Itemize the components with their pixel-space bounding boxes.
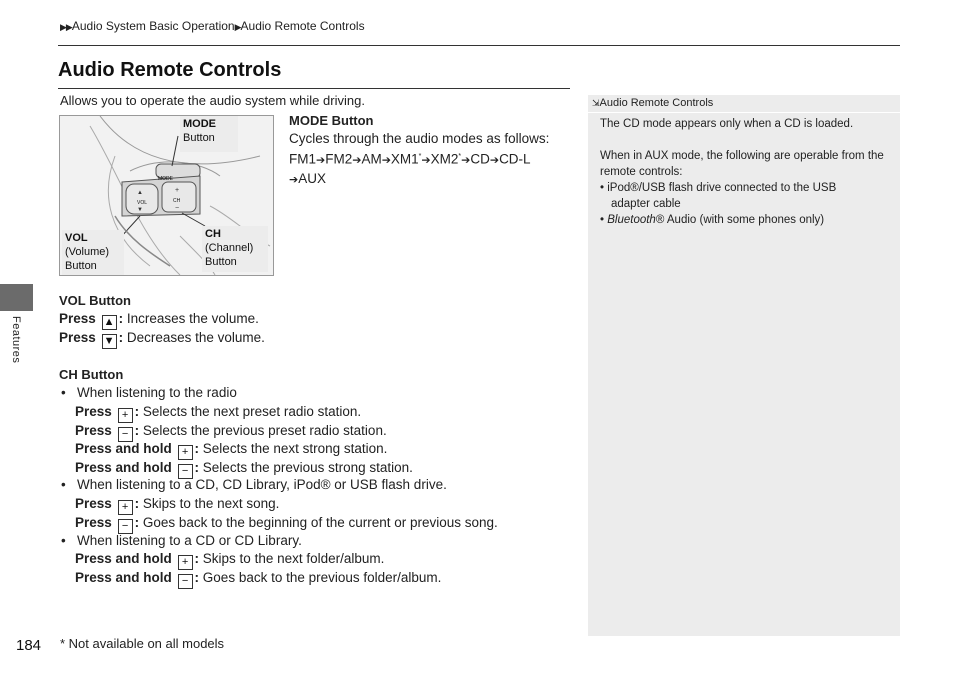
bullet-item: • When listening to a CD, CD Library, iPod® or USB flash drive. <box>61 477 447 492</box>
colon: : <box>194 441 200 456</box>
vol-callout <box>62 230 124 275</box>
mode-callout-bold: MODE <box>183 118 216 130</box>
press-label: Press and hold <box>75 569 172 585</box>
divider <box>58 45 900 46</box>
colon: : <box>194 459 200 475</box>
ch-row <box>75 441 387 460</box>
ch-row <box>75 515 498 534</box>
sidebar-list-text: ® Audio (with some phones only) <box>655 214 825 226</box>
colon: : <box>134 422 140 438</box>
press-label: Press <box>75 422 112 438</box>
ch-heading: CH Button <box>59 367 124 382</box>
press-label: Press <box>59 330 96 345</box>
minus-icon: − <box>118 519 133 534</box>
mode-button-glyph: MODE <box>158 176 173 182</box>
breadcrumb <box>60 19 365 33</box>
intro-text: Allows you to operate the audio system while driving. <box>60 93 365 108</box>
down-triangle-icon: ▼ <box>102 334 117 349</box>
ch-row-text: Selects the next preset radio station. <box>139 404 362 419</box>
mode-description <box>289 130 574 189</box>
mode-callout-rest: Button <box>183 132 215 144</box>
sidebar-paragraph: When in AUX mode, the following are operable from the remote controls: <box>600 150 884 178</box>
mode-line1: Cycles through the audio modes as follows: <box>289 131 550 146</box>
mode-item: FM2 <box>325 151 353 167</box>
colon: : <box>194 569 200 585</box>
arrow-right-icon: ➔ <box>461 154 471 167</box>
press-label: Press <box>75 514 112 530</box>
sidebar-heading-text: Audio Remote Controls <box>599 97 714 109</box>
ch-row-text: Skips to the next song. <box>139 496 280 511</box>
press-label: Press and hold <box>75 459 172 475</box>
asterisk: * <box>458 153 462 160</box>
bullet-item: • When listening to the radio <box>61 385 237 400</box>
ch-callout <box>202 226 268 272</box>
mode-item: AUX <box>298 170 326 186</box>
footnote: * Not available on all models <box>60 636 225 651</box>
arrow-right-icon: ➔ <box>352 154 362 167</box>
plus-icon: + <box>118 408 133 423</box>
mode-item: CD <box>470 151 490 167</box>
sidebar-list-item: • Bluetooth® Audio (with some phones only) <box>600 214 825 226</box>
ch-button-glyph: CH <box>173 198 181 204</box>
breadcrumb-item[interactable]: Audio Remote Controls <box>240 19 365 33</box>
minus-icon: − <box>118 427 133 442</box>
mode-sequence <box>289 148 574 189</box>
mode-callout <box>180 116 238 152</box>
vol-row <box>59 311 259 330</box>
arrow-right-icon: ➔ <box>289 173 299 186</box>
arrow-right-icon: ➔ <box>489 154 500 167</box>
colon: : <box>134 404 140 419</box>
press-label: Press <box>59 311 96 326</box>
vol-callout-l3: Button <box>65 260 97 272</box>
ch-row <box>75 460 413 479</box>
sidebar-heading <box>592 97 713 109</box>
steering-wheel-figure <box>59 115 274 276</box>
page-title: Audio Remote Controls <box>58 59 282 81</box>
reference-arrow-icon: ⇲ <box>592 98 600 108</box>
colon: : <box>194 551 200 566</box>
ch-callout-bold: CH <box>205 228 221 240</box>
ch-row-text: Skips to the next folder/album. <box>199 551 385 566</box>
svg-text:▼: ▼ <box>137 207 143 213</box>
colon: : <box>118 311 124 326</box>
vol-callout-bold: VOL <box>65 232 88 244</box>
press-label: Press and hold <box>75 441 172 456</box>
ch-row-text: Goes back to the previous folder/album. <box>199 569 442 585</box>
sidebar-note <box>588 95 900 636</box>
mode-item: XM2 <box>430 151 459 167</box>
colon: : <box>134 514 140 530</box>
svg-text:−: − <box>175 205 180 212</box>
mode-heading: MODE Button <box>289 113 374 128</box>
ch-row <box>75 570 441 589</box>
sidebar-paragraph: The CD mode appears only when a CD is loaded. <box>600 118 854 130</box>
vol-row-text: Increases the volume. <box>123 311 259 326</box>
press-label: Press and hold <box>75 551 172 566</box>
colon: : <box>118 330 124 345</box>
ch-row-text: Selects the previous strong station. <box>199 459 413 475</box>
mode-item: CD-L <box>499 151 531 167</box>
sidebar-list-text: iPod®/USB flash drive connected to the USB adapter cable <box>607 182 837 210</box>
asterisk: * <box>418 153 422 160</box>
section-tab[interactable] <box>0 284 33 311</box>
plus-icon: + <box>178 555 193 570</box>
arrow-right-icon: ➔ <box>316 154 326 167</box>
bullet-text: When listening to the radio <box>76 385 237 400</box>
up-triangle-icon: ▲ <box>102 315 117 330</box>
vol-callout-l2: (Volume) <box>65 246 110 258</box>
vol-heading: VOL Button <box>59 293 131 308</box>
svg-text:▲: ▲ <box>137 190 143 196</box>
vol-row <box>59 330 265 349</box>
vol-row-text: Decreases the volume. <box>123 330 265 345</box>
ch-row-text: Selects the next strong station. <box>199 441 388 456</box>
arrow-right-icon: ➔ <box>381 154 391 167</box>
ch-callout-l2: (Channel) <box>205 242 254 254</box>
section-tab-label: Features <box>10 316 22 364</box>
divider <box>588 112 900 113</box>
ch-row <box>75 404 361 423</box>
sidebar-list-italic: Bluetooth <box>607 214 656 226</box>
page-number: 184 <box>16 637 42 654</box>
ch-row <box>75 496 279 515</box>
ch-row-text: Goes back to the beginning of the current or previous song. <box>139 514 498 530</box>
bullet-item: • When listening to a CD or CD Library. <box>61 533 302 548</box>
mode-item: FM1 <box>289 151 316 167</box>
press-label: Press <box>75 496 112 511</box>
minus-icon: − <box>178 574 193 589</box>
triangle-right-icon: ▶ <box>234 22 241 32</box>
vol-button-glyph: VOL <box>137 200 148 206</box>
minus-icon: − <box>178 464 193 479</box>
divider <box>58 88 570 89</box>
breadcrumb-item[interactable]: Audio System Basic Operation <box>71 19 235 33</box>
mode-item: AM <box>361 151 382 167</box>
mode-item: XM1 <box>390 151 419 167</box>
colon: : <box>134 496 140 511</box>
plus-icon: + <box>178 445 193 460</box>
arrow-right-icon: ➔ <box>421 154 431 167</box>
ch-callout-l3: Button <box>205 256 237 268</box>
bullet-text: When listening to a CD or CD Library. <box>76 533 302 548</box>
press-label: Press <box>75 404 112 419</box>
bullet-text: When listening to a CD, CD Library, iPod® or USB flash drive. <box>76 477 447 492</box>
sidebar-list-item: • iPod®/USB flash drive connected to the USB adapter cable <box>600 182 837 210</box>
ch-row <box>75 551 384 570</box>
svg-text:+: + <box>175 187 180 194</box>
plus-icon: + <box>118 500 133 515</box>
ch-row-text: Selects the previous preset radio station. <box>139 422 387 438</box>
double-triangle-right-icon: ▶▶ <box>60 22 72 32</box>
ch-row <box>75 423 387 442</box>
